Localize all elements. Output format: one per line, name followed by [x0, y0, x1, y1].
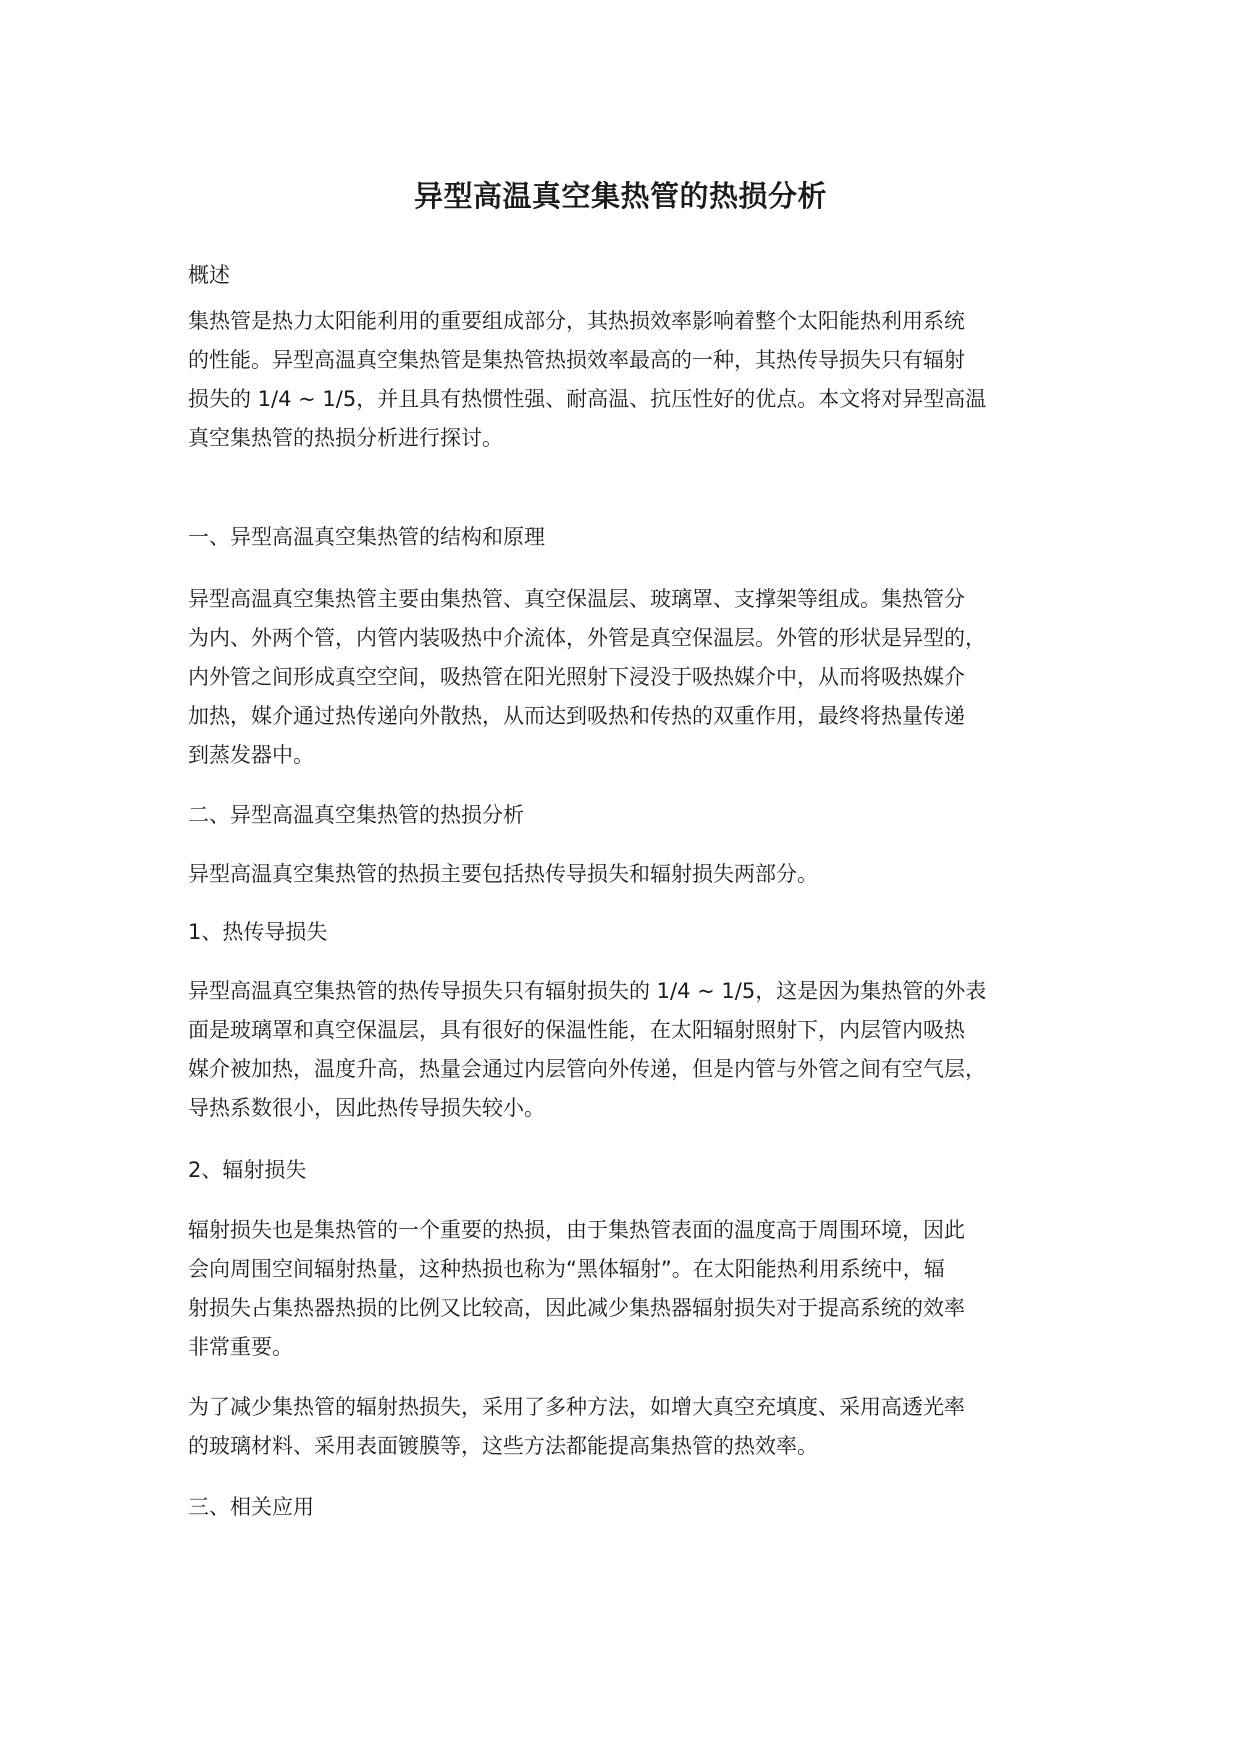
- section2-heading-text: 二、异型高温真空集热管的热损分析: [188, 803, 524, 827]
- sub2-heading-text: 2、辐射损失: [188, 1158, 307, 1182]
- sub1-line: 媒介被加热，温度升高，热量会通过内层管向外传递，但是内管与外管之间有空气层，: [188, 1057, 986, 1081]
- overview-heading: [188, 256, 1078, 295]
- sub2-extra-line: 的玻璃材料、采用表面镀膜等，这些方法都能提高集热管的热效率。: [188, 1434, 818, 1458]
- overview-heading-text: 概述: [188, 263, 230, 287]
- sub2-line: 会向周围空间辐射热量，这种热损也称为“黑体辐射”。在太阳能热利用系统中，辐: [188, 1257, 945, 1281]
- sub2-heading: [188, 1151, 1078, 1190]
- section1-heading-text: 一、异型高温真空集热管的结构和原理: [188, 525, 545, 549]
- sub2-line: 射损失占集热器热损的比例又比较高，因此减少集热器辐射损失对于提高系统的效率: [188, 1296, 965, 1320]
- section1-line: 为内、外两个管，内管内装吸热中介流体，外管是真空保温层。外管的形状是异型的，: [188, 626, 986, 650]
- sub2-line: 非常重要。: [188, 1335, 293, 1359]
- section1-line: 到蒸发器中。: [188, 743, 314, 767]
- sub2-extra-line: 为了减少集热管的辐射热损失，采用了多种方法，如增大真空充填度、采用高透光率: [188, 1395, 965, 1419]
- sub1-heading-text: 1、热传导损失: [188, 920, 328, 944]
- sub1-heading: [188, 913, 1078, 952]
- section3-heading: [188, 1488, 1078, 1527]
- sub1-line: 异型高温真空集热管的热传导损失只有辐射损失的 1/4 ~ 1/5，这是因为集热管的外表: [188, 979, 987, 1003]
- sub2-line: 辐射损失也是集热管的一个重要的热损，由于集热管表面的温度高于周围环境，因此: [188, 1218, 965, 1242]
- overview-line: 的性能。异型高温真空集热管是集热管热损效率最高的一种，其热传导损失只有辐射: [188, 348, 965, 372]
- sub2-paragraph: [188, 1211, 1078, 1367]
- overview-line: 集热管是热力太阳能利用的重要组成部分，其热损效率影响着整个太阳能热利用系统: [188, 309, 965, 333]
- section2-intro: [188, 855, 1078, 894]
- section1-paragraph: [188, 580, 1078, 775]
- section1-line: 加热，媒介通过热传递向外散热，从而达到吸热和传热的双重作用，最终将热量传递: [188, 704, 965, 728]
- section3-heading-text: 三、相关应用: [188, 1495, 314, 1519]
- overview-line: 损失的 1/4 ~ 1/5，并且具有热惯性强、耐高温、抗压性好的优点。本文将对异型高温: [188, 387, 987, 411]
- overview-paragraph: [188, 302, 1078, 458]
- sub2-extra-paragraph: [188, 1388, 1078, 1466]
- sub1-line: 面是玻璃罩和真空保温层，具有很好的保温性能，在太阳辐射照射下，内层管内吸热: [188, 1018, 965, 1042]
- section1-line: 异型高温真空集热管主要由集热管、真空保温层、玻璃罩、支撑架等组成。集热管分: [188, 587, 965, 611]
- document-title: 异型高温真空集热管的热损分析: [413, 179, 827, 213]
- section1-heading: [188, 518, 1078, 557]
- section2-intro-text: 异型高温真空集热管的热损主要包括热传导损失和辐射损失两部分。: [188, 862, 818, 886]
- section1-line: 内外管之间形成真空空间，吸热管在阳光照射下浸没于吸热媒介中，从而将吸热媒介: [188, 665, 965, 689]
- section2-heading: [188, 796, 1078, 835]
- sub1-line: 导热系数很小，因此热传导损失较小。: [188, 1096, 545, 1120]
- sub1-paragraph: [188, 972, 1078, 1128]
- overview-line: 真空集热管的热损分析进行探讨。: [188, 426, 503, 450]
